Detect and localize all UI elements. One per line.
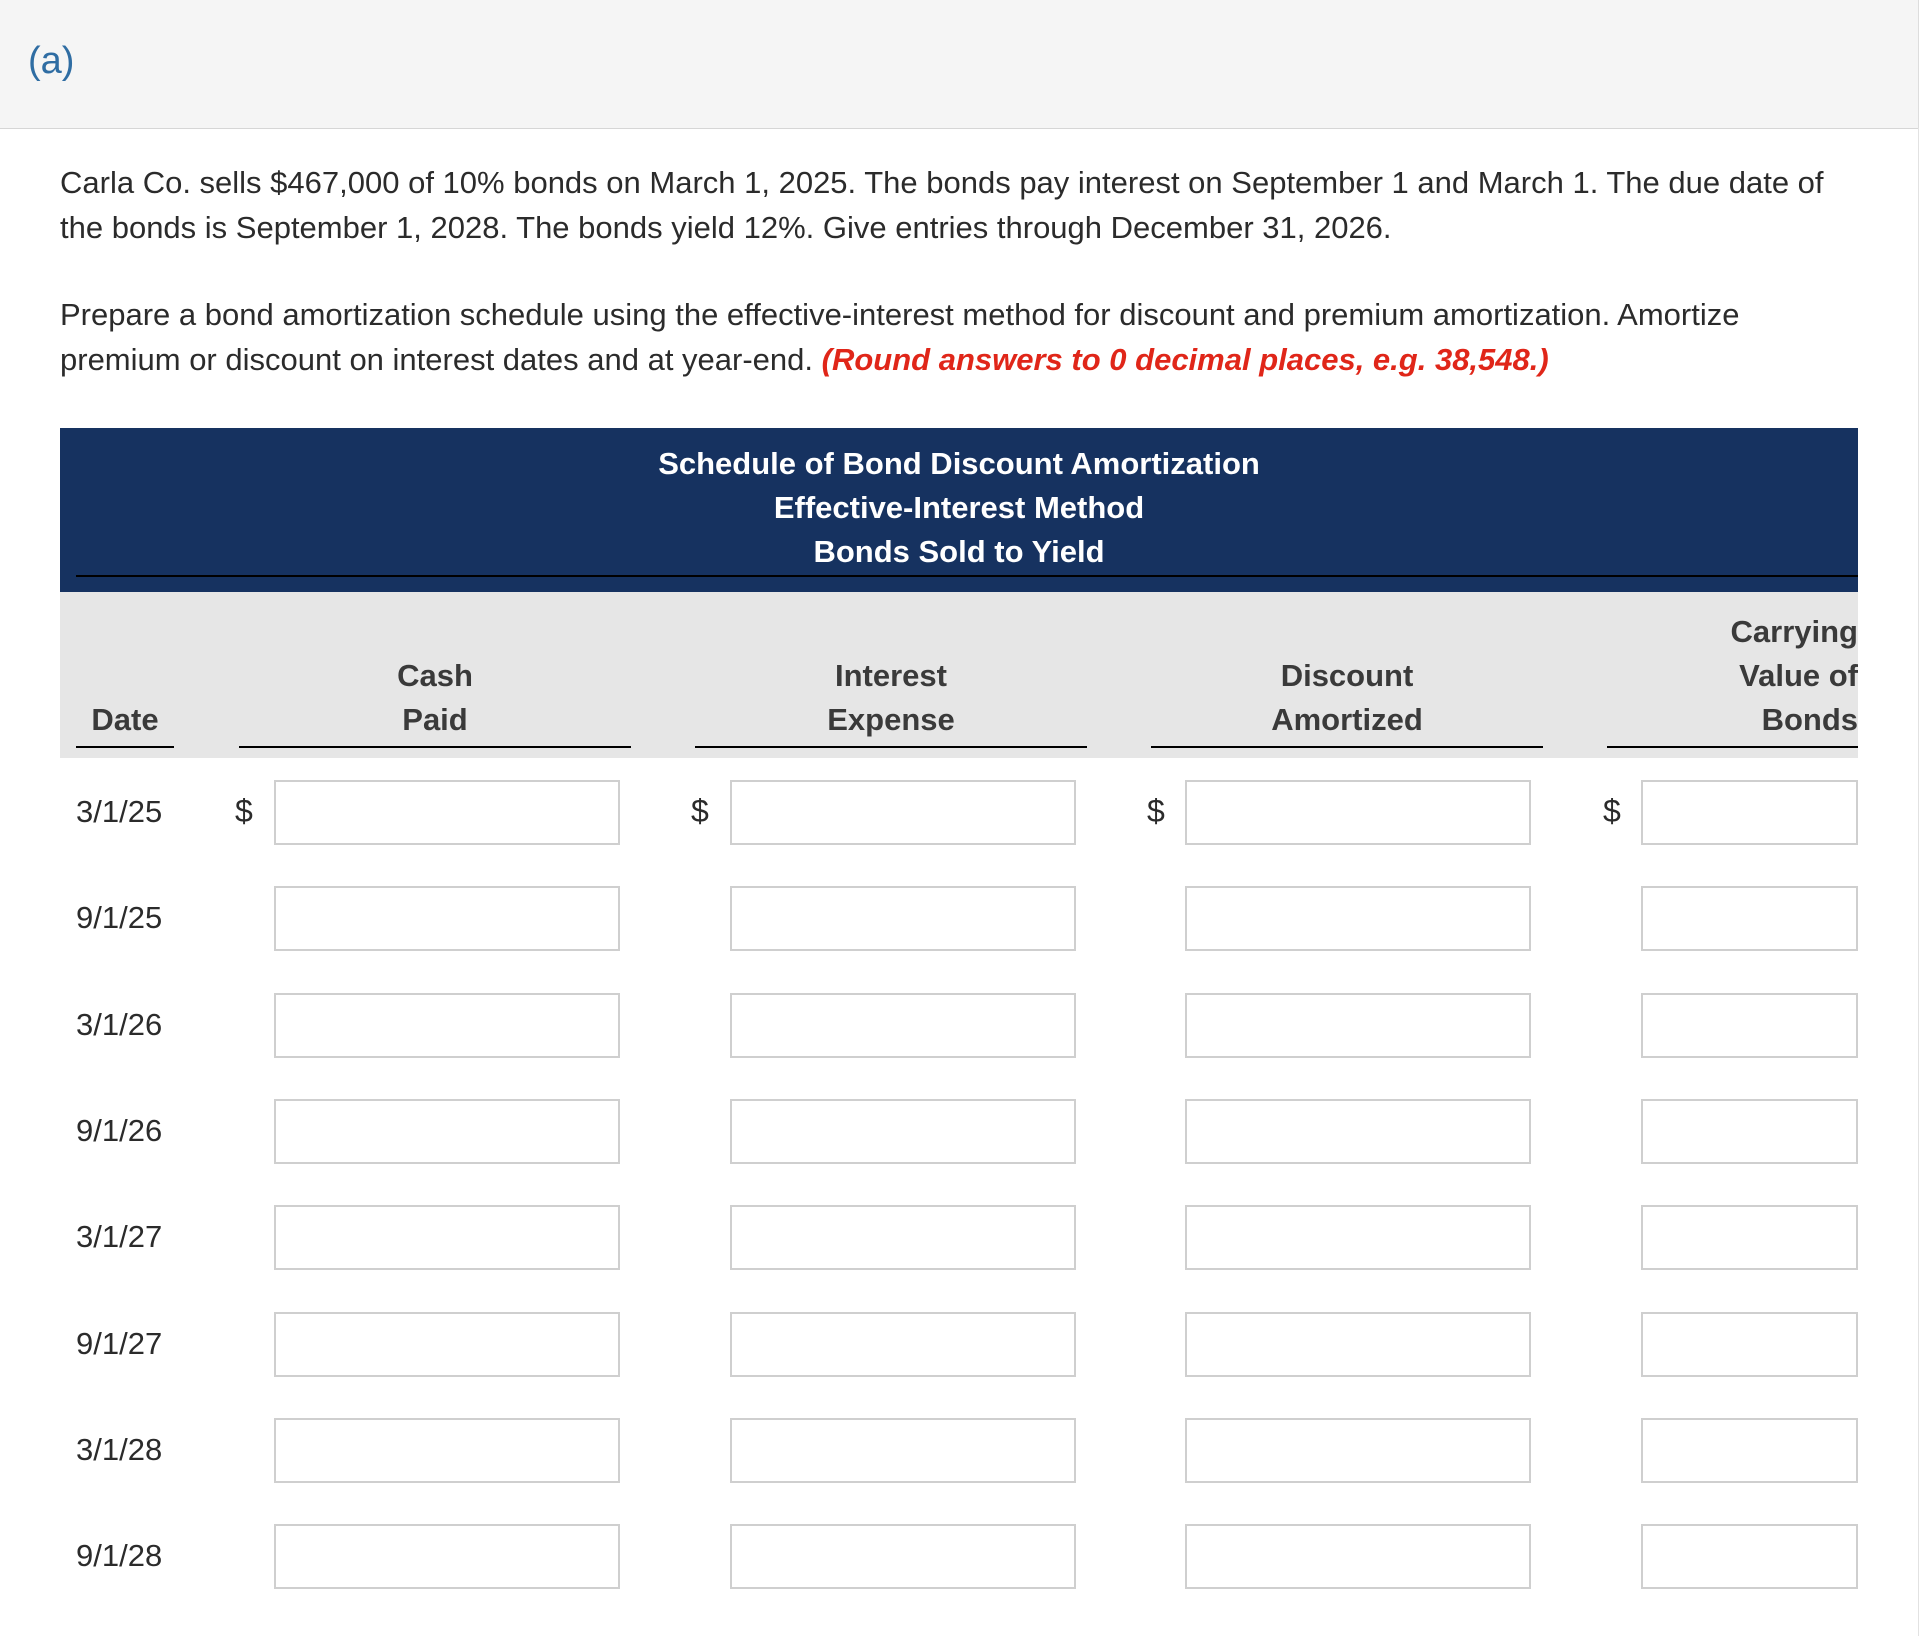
column-rule — [1151, 746, 1543, 748]
carrying-value-input[interactable] — [1641, 1312, 1858, 1377]
discount-amortized-input[interactable] — [1185, 886, 1531, 951]
row-date: 9/1/26 — [76, 1113, 163, 1148]
row-date: 3/1/25 — [76, 794, 163, 829]
instructions-text: Prepare a bond amortization schedule using the effective-interest method for discount and premium amortization. Amortize premium or discount on interest dates and at year-end. — [60, 297, 1740, 377]
column-header-cash-paid: Cash Paid — [239, 654, 631, 742]
instructions — [60, 292, 1840, 382]
cash-paid-input[interactable] — [274, 886, 620, 951]
content-border — [1918, 128, 1919, 1636]
interest-expense-input[interactable] — [730, 1099, 1076, 1164]
carrying-value-input[interactable] — [1641, 886, 1858, 951]
row-date: 9/1/28 — [76, 1538, 163, 1573]
discount-amortized-input[interactable] — [1185, 993, 1531, 1058]
dollar-sign: $ — [235, 793, 253, 829]
interest-expense-input[interactable] — [730, 1205, 1076, 1270]
schedule-title: Schedule of Bond Discount Amortization — [658, 446, 1260, 481]
schedule-method: Effective-Interest Method — [773, 490, 1145, 525]
discount-amortized-input[interactable] — [1185, 1418, 1531, 1483]
dollar-sign: $ — [1147, 793, 1165, 829]
carrying-value-input[interactable] — [1641, 1418, 1858, 1483]
column-header-date: Date — [76, 698, 174, 742]
carrying-value-input[interactable] — [1641, 1524, 1858, 1589]
interest-expense-input[interactable] — [730, 886, 1076, 951]
cash-paid-input[interactable] — [274, 993, 620, 1058]
carrying-value-input[interactable] — [1641, 1099, 1858, 1164]
carrying-value-input[interactable] — [1641, 780, 1858, 845]
discount-amortized-input[interactable] — [1185, 1099, 1531, 1164]
column-rule — [239, 746, 631, 748]
interest-expense-input[interactable] — [730, 1524, 1076, 1589]
interest-expense-input[interactable] — [730, 993, 1076, 1058]
problem-statement: Carla Co. sells $467,000 of 10% bonds on March 1, 2025. The bonds pay interest on September 1 and March 1. The due date of the bonds is September 1, 2028. The bonds yield 12%. Give entries through December 31, 2026. — [60, 165, 1824, 245]
cash-paid-input[interactable] — [274, 1524, 620, 1589]
schedule-subtitle: Bonds Sold to Yield — [813, 534, 1105, 569]
column-header-carrying-value: Carrying Value of Bonds — [1607, 610, 1858, 742]
discount-amortized-input[interactable] — [1185, 1205, 1531, 1270]
column-rule — [1607, 746, 1858, 748]
title-rule — [76, 575, 1858, 577]
cash-paid-input[interactable] — [274, 1312, 620, 1377]
row-date: 3/1/28 — [76, 1432, 163, 1467]
column-rule — [76, 746, 174, 748]
column-header-interest-expense: Interest Expense — [695, 654, 1087, 742]
carrying-value-input[interactable] — [1641, 993, 1858, 1058]
row-date: 9/1/25 — [76, 900, 163, 935]
column-rule — [695, 746, 1087, 748]
cash-paid-input[interactable] — [274, 1418, 620, 1483]
interest-expense-input[interactable] — [730, 1312, 1076, 1377]
dollar-sign: $ — [691, 793, 709, 829]
row-date: 3/1/27 — [76, 1219, 163, 1254]
schedule-title-band — [60, 428, 1858, 592]
carrying-value-input[interactable] — [1641, 1205, 1858, 1270]
cash-paid-input[interactable] — [274, 1099, 620, 1164]
discount-amortized-input[interactable] — [1185, 1312, 1531, 1377]
cash-paid-input[interactable] — [274, 780, 620, 845]
column-header-discount-amortized: Discount Amortized — [1151, 654, 1543, 742]
discount-amortized-input[interactable] — [1185, 780, 1531, 845]
part-header — [0, 0, 1919, 129]
part-label: (a) — [28, 40, 75, 82]
rounding-hint: (Round answers to 0 decimal places, e.g. 38,548.) — [821, 342, 1549, 377]
interest-expense-input[interactable] — [730, 780, 1076, 845]
row-date: 9/1/27 — [76, 1326, 163, 1361]
discount-amortized-input[interactable] — [1185, 1524, 1531, 1589]
row-date: 3/1/26 — [76, 1007, 163, 1042]
interest-expense-input[interactable] — [730, 1418, 1076, 1483]
cash-paid-input[interactable] — [274, 1205, 620, 1270]
dollar-sign: $ — [1603, 793, 1621, 829]
